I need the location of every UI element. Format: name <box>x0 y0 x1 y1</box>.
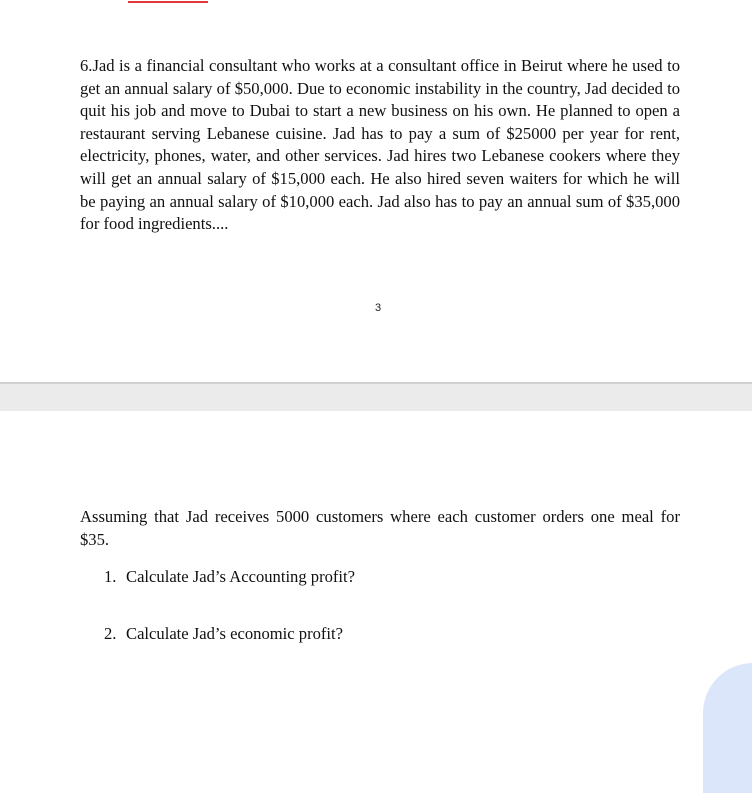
assumption-paragraph: Assuming that Jad receives 5000 customers where each customer orders one meal for $35. <box>80 507 680 549</box>
question-text: Calculate Jad’s economic profit? <box>126 624 344 643</box>
question-text: Calculate Jad’s Accounting profit? <box>126 567 356 586</box>
page-separator <box>0 382 752 411</box>
question-item <box>104 623 343 646</box>
question-number: 2. <box>104 624 117 643</box>
document-page-3 <box>0 0 752 382</box>
question-item <box>104 566 355 589</box>
document-page-4 <box>0 411 752 793</box>
problem-paragraph: 6.Jad is a financial consultant who works at a consultant office in Beirut where he used to get an annual salary of $50,000. Due to economic instability in the country, Jad decided to quit his job and move to Dubai to start a new business on his own. He planned to open a restaurant serving Lebanese cuisine. Jad has to pay a sum of $25000 per year for rent, electricity, phones, water, and other services. Jad hires two Lebanese cookers where they will get an annual salary of $15,000 each. He also hired seven waiters for which he will be paying an annual salary of $10,000 each. Jad also has to pay an annual sum of $35,000 for food ingredients.... <box>80 56 680 234</box>
question-number: 1. <box>104 567 117 586</box>
page-number: 3 <box>374 302 382 314</box>
red-underline-mark <box>128 0 208 3</box>
